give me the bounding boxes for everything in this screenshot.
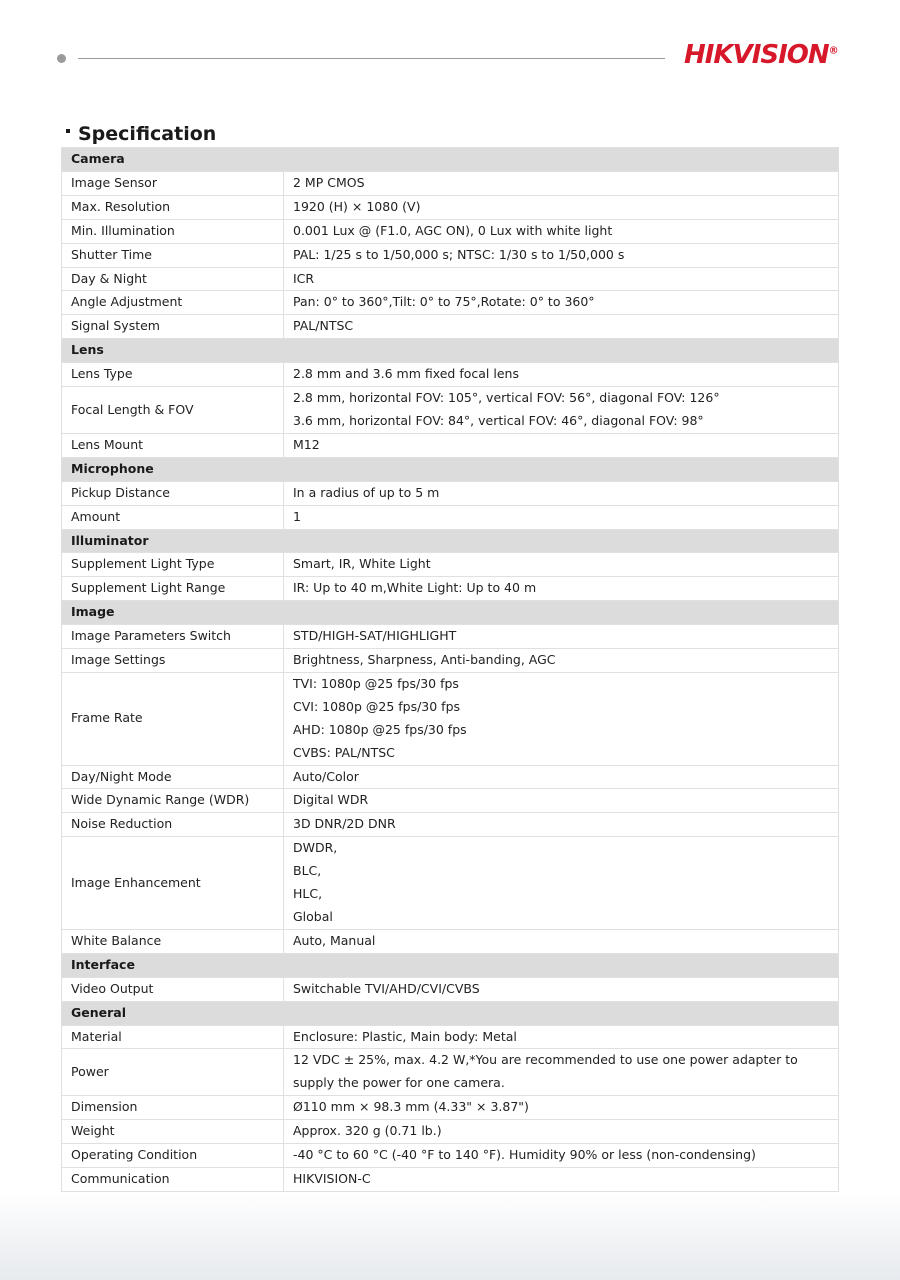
table-row [62, 577, 839, 601]
spec-label: White Balance [62, 929, 284, 953]
spec-label: Lens Type [62, 363, 284, 387]
page-title: Specification [66, 123, 216, 145]
spec-value-line: Ø110 mm × 98.3 mm (4.33" × 3.87") [293, 1099, 529, 1115]
spec-label: Power [62, 1049, 284, 1096]
spec-value-line: 12 VDC ± 25%, max. 4.2 W,*You are recommended to use one power adapter to [293, 1052, 798, 1068]
spec-value [284, 649, 839, 673]
section-title: Lens [62, 339, 839, 363]
spec-value-line: TVI: 1080p @25 fps/30 fps [293, 675, 459, 691]
spec-label: Lens Mount [62, 433, 284, 457]
spec-label: Image Parameters Switch [62, 625, 284, 649]
spec-label: Material [62, 1025, 284, 1049]
table-row [62, 1144, 839, 1168]
table-row [62, 672, 839, 765]
table-row [62, 481, 839, 505]
spec-label: Amount [62, 505, 284, 529]
spec-value-line: 2.8 mm, horizontal FOV: 105°, vertical FOV: 56°, diagonal FOV: 126° [293, 390, 720, 406]
section-header [62, 457, 839, 481]
spec-label: Communication [62, 1167, 284, 1191]
spec-value [284, 1120, 839, 1144]
spec-label: Noise Reduction [62, 813, 284, 837]
spec-value-line: Auto, Manual [293, 932, 376, 948]
spec-value [284, 789, 839, 813]
spec-value-line: 2.8 mm and 3.6 mm fixed focal lens [293, 366, 519, 382]
spec-value [284, 765, 839, 789]
spec-value-line: AHD: 1080p @25 fps/30 fps [293, 721, 467, 737]
section-header [62, 148, 839, 172]
spec-value-line: HLC, [293, 886, 323, 902]
spec-value-line: Pan: 0° to 360°,Tilt: 0° to 75°,Rotate: 0° to 360° [293, 294, 595, 310]
section-title: Interface [62, 953, 839, 977]
section-header [62, 953, 839, 977]
spec-value-line: STD/HIGH-SAT/HIGHLIGHT [293, 628, 457, 644]
spec-value-line: Auto/Color [293, 768, 359, 784]
spec-value [284, 1096, 839, 1120]
spec-value [284, 672, 839, 765]
table-row [62, 291, 839, 315]
spec-label: Dimension [62, 1096, 284, 1120]
table-row [62, 1096, 839, 1120]
table-row [62, 171, 839, 195]
spec-value [284, 171, 839, 195]
spec-label: Image Settings [62, 649, 284, 673]
spec-value [284, 267, 839, 291]
spec-value [284, 929, 839, 953]
table-row [62, 625, 839, 649]
spec-value-line: M12 [293, 436, 320, 452]
spec-value [284, 1025, 839, 1049]
table-row [62, 929, 839, 953]
spec-value-line: 1 [293, 508, 301, 524]
spec-value-line: HIKVISION-C [293, 1170, 371, 1186]
header-dot [57, 54, 66, 63]
spec-value [284, 553, 839, 577]
spec-value-line: 3D DNR/2D DNR [293, 816, 396, 832]
spec-value-line: CVBS: PAL/NTSC [293, 744, 395, 760]
spec-value [284, 363, 839, 387]
spec-label: Signal System [62, 315, 284, 339]
spec-label: Pickup Distance [62, 481, 284, 505]
spec-value [284, 291, 839, 315]
spec-value [284, 577, 839, 601]
spec-value-line: Digital WDR [293, 792, 369, 808]
section-title: Camera [62, 148, 839, 172]
spec-label: Video Output [62, 977, 284, 1001]
section-header [62, 1001, 839, 1025]
spec-value [284, 433, 839, 457]
spec-value [284, 1167, 839, 1191]
table-row [62, 553, 839, 577]
spec-label: Focal Length & FOV [62, 387, 284, 434]
spec-value-line: Switchable TVI/AHD/CVI/CVBS [293, 980, 480, 996]
spec-label: Supplement Light Range [62, 577, 284, 601]
table-row [62, 1025, 839, 1049]
spec-value-line: supply the power for one camera. [293, 1075, 505, 1091]
table-row [62, 649, 839, 673]
section-title: Microphone [62, 457, 839, 481]
spec-value [284, 1144, 839, 1168]
table-row [62, 765, 839, 789]
spec-value-line: PAL/NTSC [293, 318, 354, 334]
spec-value [284, 1049, 839, 1096]
table-row [62, 505, 839, 529]
spec-value-line: Enclosure: Plastic, Main body: Metal [293, 1028, 517, 1044]
spec-label: Frame Rate [62, 672, 284, 765]
section-header [62, 339, 839, 363]
table-row [62, 977, 839, 1001]
table-row [62, 1120, 839, 1144]
section-header [62, 601, 839, 625]
spec-label: Max. Resolution [62, 195, 284, 219]
spec-value [284, 977, 839, 1001]
spec-value-line: IR: Up to 40 m,White Light: Up to 40 m [293, 580, 537, 596]
spec-value [284, 813, 839, 837]
table-row [62, 387, 839, 434]
spec-value [284, 837, 839, 930]
spec-value-line: ICR [293, 270, 315, 286]
spec-value [284, 315, 839, 339]
header-rule [78, 58, 665, 59]
spec-value-line: 2 MP CMOS [293, 174, 365, 190]
spec-label: Shutter Time [62, 243, 284, 267]
spec-value [284, 219, 839, 243]
spec-value-line: Global [293, 909, 333, 924]
spec-value-line: 3.6 mm, horizontal FOV: 84°, vertical FOV: 46°, diagonal FOV: 98° [293, 412, 704, 428]
section-title: General [62, 1001, 839, 1025]
spec-label: Day & Night [62, 267, 284, 291]
table-row [62, 195, 839, 219]
spec-value [284, 505, 839, 529]
spec-value-line: Brightness, Sharpness, Anti-banding, AGC [293, 652, 556, 668]
spec-label: Wide Dynamic Range (WDR) [62, 789, 284, 813]
spec-value-line: Approx. 320 g (0.71 lb.) [293, 1123, 442, 1139]
footer-background [0, 1190, 900, 1280]
title-bullet-icon [66, 129, 70, 133]
spec-label: Weight [62, 1120, 284, 1144]
spec-value-line: BLC, [293, 863, 322, 879]
spec-label: Image Sensor [62, 171, 284, 195]
spec-value-line: CVI: 1080p @25 fps/30 fps [293, 698, 461, 714]
section-title: Image [62, 601, 839, 625]
spec-value-line: 0.001 Lux @ (F1.0, AGC ON), 0 Lux with white light [293, 222, 613, 238]
spec-label: Operating Condition [62, 1144, 284, 1168]
spec-label: Image Enhancement [62, 837, 284, 930]
spec-value-line: -40 °C to 60 °C (-40 °F to 140 °F). Humidity 90% or less (non-condensing) [293, 1147, 756, 1163]
spec-value-line: Smart, IR, White Light [293, 556, 431, 572]
table-row [62, 433, 839, 457]
spec-label: Supplement Light Type [62, 553, 284, 577]
table-row [62, 315, 839, 339]
table-row [62, 1049, 839, 1096]
spec-label: Angle Adjustment [62, 291, 284, 315]
spec-value-line: PAL: 1/25 s to 1/50,000 s; NTSC: 1/30 s to 1/50,000 s [293, 246, 625, 262]
spec-value-line: DWDR, [293, 840, 338, 856]
spec-value [284, 625, 839, 649]
spec-value-line: 1920 (H) × 1080 (V) [293, 198, 421, 214]
table-row [62, 363, 839, 387]
table-row [62, 789, 839, 813]
brand-logo: HIKVISION® [684, 40, 838, 70]
spec-label: Min. Illumination [62, 219, 284, 243]
table-row [62, 837, 839, 930]
table-row [62, 1167, 839, 1191]
spec-label: Day/Night Mode [62, 765, 284, 789]
spec-value [284, 243, 839, 267]
table-row [62, 813, 839, 837]
spec-value [284, 195, 839, 219]
specification-table [61, 147, 839, 1192]
section-title: Illuminator [62, 529, 839, 553]
spec-value [284, 481, 839, 505]
table-row [62, 243, 839, 267]
spec-value-line: In a radius of up to 5 m [293, 484, 440, 500]
table-row [62, 219, 839, 243]
section-header [62, 529, 839, 553]
spec-value [284, 387, 839, 434]
table-row [62, 267, 839, 291]
